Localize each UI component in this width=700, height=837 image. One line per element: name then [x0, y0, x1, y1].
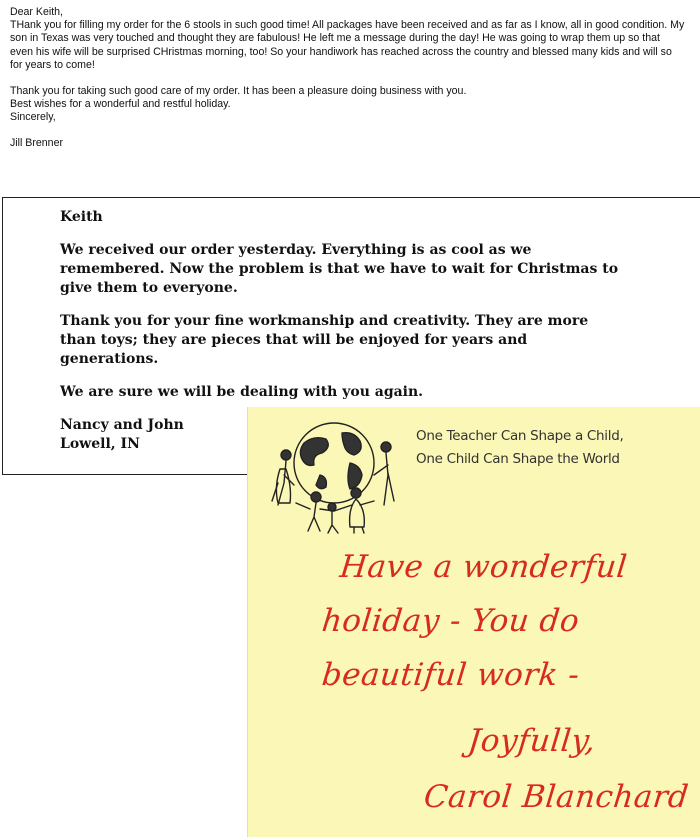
handwritten-closing: Joyfully, — [466, 723, 598, 759]
letter1-closing: Sincerely, — [10, 111, 56, 124]
letter2-greeting: Keith — [60, 209, 103, 225]
handwritten-signature: Carol Blanchard — [422, 779, 691, 815]
motto — [416, 425, 700, 471]
letter2-signature-location: Lowell, IN — [60, 436, 140, 452]
letter2-paragraph-1: We received our order yesterday. Everything is as cool as we remembered. Now the problem is that we have to wait for Christmas to give them to everyone. — [60, 242, 619, 296]
letter1-wishes: Best wishes for a wonderful and restful holiday. — [10, 98, 231, 111]
letter1-paragraph-1: THank you for filling my order for the 6 stools in such good time! All packages have been received and as far as I know, all in good condition. My son in Texas was very touched and thought they are fabulous! He left me a message during the day! He was going to wrap them up so that even his wife will be surprised CHristmas morning, too! So your handiwork has reached across the country and blessed many kids and will so for years to come! — [10, 19, 685, 71]
letter1-paragraph-2: Thank you for taking such good care of my order. It has been a pleasure doing business with you. — [10, 85, 467, 98]
handwritten-line-2: holiday - You do — [320, 603, 582, 639]
handwritten-note-card — [248, 407, 700, 837]
motto-line-2: One Child Can Shape the World — [416, 451, 620, 467]
letter2-signature-names: Nancy and John — [60, 417, 184, 433]
letter2-paragraph-2: Thank you for your fine workmanship and creativity. They are more than toys; they are pieces that will be enjoyed for years and generations. — [60, 313, 589, 367]
handwritten-line-3: beautiful work - — [320, 657, 582, 693]
globe-with-children-icon — [264, 415, 414, 535]
handwritten-line-1: Have a wonderful — [338, 549, 629, 585]
letter2-paragraph-3: We are sure we will be dealing with you again. — [60, 384, 424, 400]
letter-jill-brenner — [10, 6, 685, 150]
motto-line-1: One Teacher Can Shape a Child, — [416, 428, 624, 444]
letter1-signature: Jill Brenner — [10, 136, 63, 149]
letter1-greeting: Dear Keith, — [10, 6, 63, 18]
